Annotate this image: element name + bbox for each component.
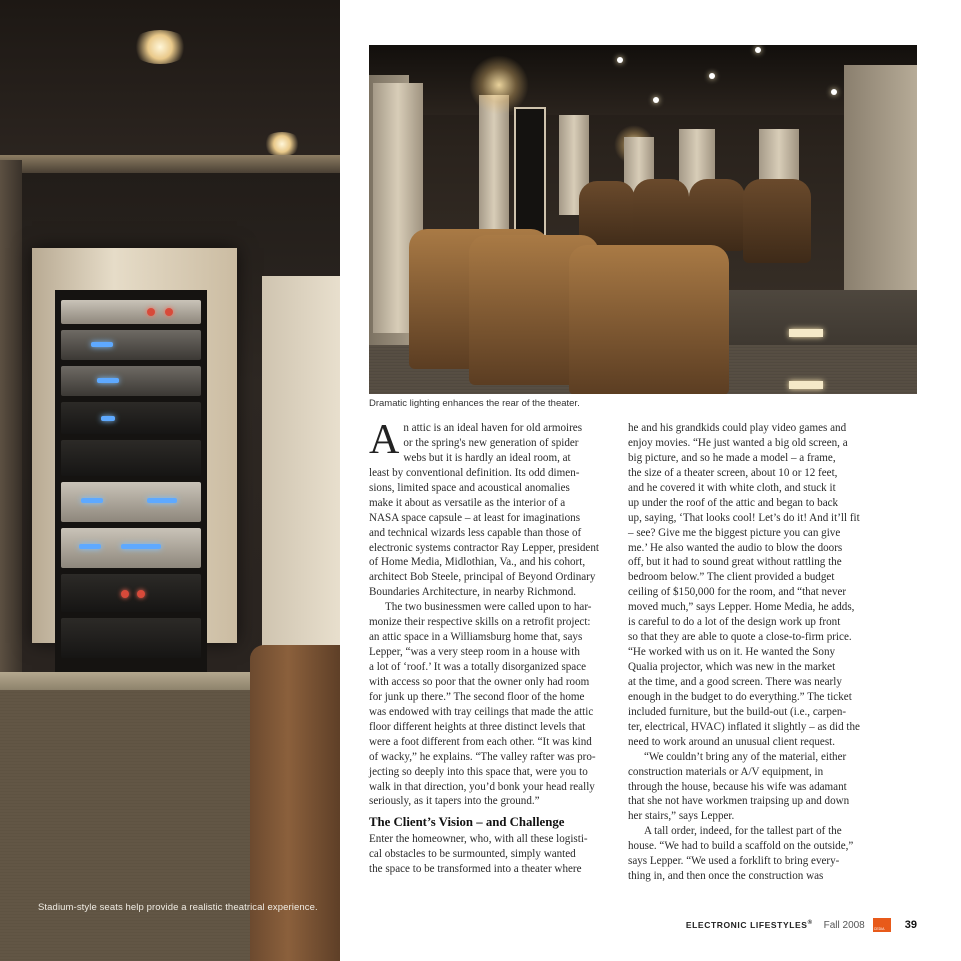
theater-room-photo	[369, 45, 917, 394]
text-line: he and his grandkids could play video games and	[628, 422, 847, 434]
text-line: her stairs,” says Lepper.	[628, 810, 735, 823]
text-line: through the house, because his wife was adamant	[628, 780, 847, 793]
text-line: a lot of ‘roof.’ It was a totally disorganized space	[369, 661, 587, 673]
text-line: floor different heights at three distinct levels that	[369, 720, 586, 733]
ceiling-spotlight	[755, 47, 761, 53]
text-line: of wacky,” he explains. “The valley rafter was pro-	[369, 750, 596, 763]
photo-soffit	[0, 155, 340, 173]
text-line: sions, limited space and acoustical anomalies	[369, 481, 570, 494]
av-component	[61, 482, 201, 522]
text-line: that she not have workmen traipsing up and down	[628, 795, 850, 808]
av-component	[61, 366, 201, 396]
display-light	[91, 342, 113, 347]
text-line: included furniture, but the build-out (i.e., carpen-	[628, 705, 847, 718]
text-line: The two businessmen were called upon to har-	[385, 601, 592, 614]
indicator-light	[165, 308, 173, 316]
text-line: an attic space in a Williamsburg home that, says	[369, 631, 583, 644]
av-component	[61, 618, 201, 658]
text-line: seriously, as it tapers into the ground.”	[369, 795, 540, 808]
text-line: ter, electrical, HVAC) inflated it slightly – as did the	[628, 720, 860, 733]
article-paragraph	[628, 750, 874, 825]
text-line: enjoy movies. “He just wanted a big old screen, a	[628, 436, 848, 449]
text-line: make it about as versatile as the interior of a	[369, 496, 566, 509]
display-light	[101, 416, 115, 421]
text-line: Qualia projector, which was new in the market	[628, 661, 836, 673]
page-number: 39	[904, 919, 917, 931]
text-line: construction materials or A/V equipment, in	[628, 765, 824, 778]
av-component	[61, 440, 201, 476]
article-paragraph	[628, 421, 874, 750]
text-line: says Lepper. “We used a forklift to bring every-	[628, 855, 840, 868]
theater-chair	[743, 179, 811, 263]
av-component	[61, 402, 201, 434]
cedia-logo-icon: CEDIA	[873, 918, 891, 932]
article-paragraph	[369, 466, 615, 600]
text-line: or the spring's new generation of spider	[403, 436, 579, 449]
text-line: least by conventional definition. Its odd dimen-	[369, 466, 580, 479]
text-line: and technical wizards less capable than those of	[369, 526, 582, 539]
display-light	[147, 498, 177, 503]
theater-chair	[689, 179, 745, 251]
text-line: was endowed with tray ceilings that made the attic	[369, 705, 594, 718]
display-light	[121, 544, 161, 549]
article-paragraph	[628, 824, 874, 884]
text-line: – see? Give me the biggest picture you can give	[628, 526, 841, 539]
article-column-2	[628, 421, 874, 884]
text-line: electronic systems contractor Ray Lepper, president	[369, 541, 599, 554]
ceiling-spotlight	[709, 73, 715, 79]
text-line: big picture, and so he made a model – a frame,	[628, 451, 836, 464]
registered-mark: ®	[807, 920, 813, 927]
text-line: jecting so deeply into this space that, were you to	[369, 765, 588, 778]
text-line: “He worked with us on it. He wanted the Sony	[628, 646, 836, 659]
text-line: “We couldn’t bring any of the material, either	[644, 750, 847, 763]
text-line: n attic is an ideal haven for old armoires	[403, 422, 583, 434]
display-light	[81, 498, 103, 503]
text-line: ceiling of $150,000 for the room, and “that never	[628, 586, 847, 599]
text-line: me.’ He also wanted the audio to blow the doors	[628, 541, 843, 554]
text-line: up, saying, ‘That looks cool! Let’s do it! And it’ll fit	[628, 511, 860, 524]
text-line: webs but it is hardly an ideal room, at	[403, 451, 571, 464]
text-line: need to work around an unusual client request.	[628, 735, 836, 748]
page-footer	[686, 918, 917, 932]
av-component	[61, 574, 201, 612]
av-component	[61, 528, 201, 568]
display-light	[97, 378, 119, 383]
text-line: architect Bob Steele, principal of Beyond Ordinary	[369, 571, 596, 584]
text-line: and he covered it with white cloth, and stuck it	[628, 481, 836, 494]
publication-name: ELECTRONIC LIFESTYLES®	[685, 920, 813, 930]
text-line: NASA space capsule – at least for imaginations	[369, 511, 581, 524]
text-line: of Home Media, Midlothian, Va., and his cohort,	[369, 556, 586, 569]
step-light	[789, 381, 823, 389]
text-line: Boundaries Architecture, in nearby Richmond.	[369, 586, 577, 599]
wall-sconce-glow	[469, 55, 529, 115]
text-line: moved much,” says Lepper. Home Media, he adds,	[628, 601, 855, 614]
ceiling-spotlight	[653, 97, 659, 103]
text-line: bedroom below.” The client provided a budget	[628, 571, 835, 584]
av-component	[61, 330, 201, 360]
section-subhead: The Client’s Vision – and Challenge	[369, 815, 565, 830]
left-photo-caption: Stadium-style seats help provide a realistic theatrical experience.	[38, 902, 318, 913]
top-photo-caption: Dramatic lighting enhances the rear of the theater.	[369, 398, 580, 409]
theater-seat	[250, 645, 340, 961]
text-line: thing in, and then once the construction was	[628, 870, 824, 883]
text-line: for junk up there.” The second floor of the home	[369, 690, 585, 703]
text-line: were a foot different from each other. “It was kind	[369, 735, 592, 748]
text-line: monize their respective skills on a retrofit project:	[369, 616, 591, 629]
theater-chair	[569, 245, 729, 394]
recessed-light	[262, 132, 302, 156]
issue-date: Fall 2008	[823, 919, 865, 931]
indicator-light	[137, 590, 145, 598]
display-light	[79, 544, 101, 549]
text-line: A tall order, indeed, for the tallest part of the	[644, 825, 842, 838]
drop-cap: A	[369, 417, 400, 463]
text-line: at the time, and a good screen. There was nearly	[628, 675, 842, 688]
text-line: cal obstacles to be surmounted, simply wanted	[369, 848, 576, 861]
text-line: up under the roof of the attic and began to back	[628, 496, 839, 509]
lead-lines	[369, 417, 615, 466]
text-line: Lepper, “was a very steep room in a house with	[369, 646, 580, 659]
text-line: with access so poor that the owner only had room	[369, 675, 590, 688]
ceiling-spotlight	[617, 57, 623, 63]
theater-chair	[633, 179, 689, 251]
step-light	[789, 329, 823, 337]
indicator-light	[121, 590, 129, 598]
indicator-light	[147, 308, 155, 316]
text-line: the size of a theater screen, about 10 or 12 feet,	[628, 466, 838, 479]
photo-ceiling	[369, 45, 917, 115]
photo-wall	[0, 160, 22, 700]
text-line: enough in the budget to do everything.” The ticket	[628, 690, 852, 703]
equipment-rack-photo	[0, 0, 340, 961]
article-paragraph	[369, 600, 615, 809]
text-line: Enter the homeowner, who, with all these logisti-	[369, 833, 588, 846]
text-line: the space to be transformed into a theater where	[369, 863, 582, 876]
article-column-1	[369, 417, 615, 877]
av-component	[61, 300, 201, 324]
wall-panel	[262, 276, 340, 676]
equipment-rack	[55, 290, 207, 700]
text-line: walk in that direction, you’d bonk your head really	[369, 780, 595, 793]
text-line: house. “We had to build a scaffold on the outside,”	[628, 840, 854, 853]
ceiling-spotlight	[831, 89, 837, 95]
recessed-light	[130, 30, 190, 64]
text-line: is careful to do a lot of the design work up front	[628, 616, 841, 629]
text-line: so that they are able to quote a close-to-firm price.	[628, 631, 852, 644]
article-paragraph	[369, 832, 615, 877]
text-line: off, but it had to sound great without rattling the	[628, 556, 842, 569]
